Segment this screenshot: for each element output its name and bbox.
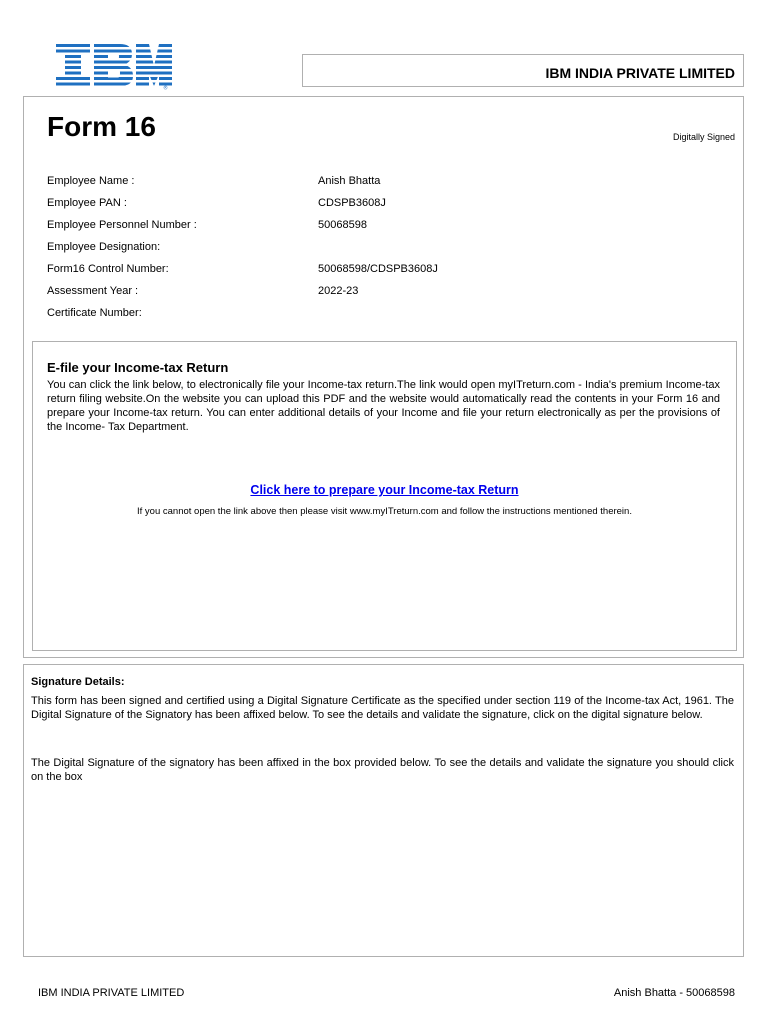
detail-row-assessment-year xyxy=(47,285,707,307)
detail-label: Employee PAN : xyxy=(47,197,127,209)
detail-label: Assessment Year : xyxy=(47,285,139,297)
detail-label: Employee Name : xyxy=(47,175,135,187)
detail-row-employee-pan xyxy=(47,197,707,219)
company-header-box xyxy=(302,54,744,87)
detail-row-certificate-number xyxy=(47,307,707,329)
detail-label: Employee Personnel Number : xyxy=(47,219,197,231)
ibm-logo xyxy=(56,44,172,90)
detail-value: 50068598 xyxy=(318,219,367,231)
detail-label: Certificate Number: xyxy=(47,307,142,319)
efile-description: You can click the link below, to electronically file your Income-tax return.The link would open myITreturn.com - India's premium Income-tax return filing website.On the website you can upload this PDF and the website would automatically read the contents in your Form 16 and prepare your Income-tax return. You can enter additional details of your Income and file your return electronically as per the provisions of the Income- Tax Department. xyxy=(47,379,720,433)
detail-label: Employee Designation: xyxy=(47,241,161,253)
signature-section[interactable] xyxy=(23,664,744,957)
detail-row-control-number xyxy=(47,263,707,285)
employee-details xyxy=(47,175,707,329)
efile-section xyxy=(32,341,737,651)
company-name: IBM INDIA PRIVATE LIMITED xyxy=(545,65,735,81)
detail-value: Anish Bhatta xyxy=(318,175,381,187)
form16-main-section xyxy=(23,96,744,658)
svg-text:®: ® xyxy=(163,85,168,90)
prepare-return-link[interactable]: Click here to prepare your Income-tax Return xyxy=(250,483,519,497)
footer-employee: Anish Bhatta - 50068598 xyxy=(613,987,735,999)
signature-paragraph-2: The Digital Signature of the signatory has been affixed in the box provided below. To see the details and validate the signature you should click on the box xyxy=(31,757,734,783)
detail-row-employee-name xyxy=(47,175,707,197)
efile-note: If you cannot open the link above then please visit www.myITreturn.com and follow the instructions mentioned therein. xyxy=(137,506,632,517)
detail-value: 50068598/CDSPB3608J xyxy=(318,263,438,275)
detail-row-designation xyxy=(47,241,707,263)
detail-label: Form16 Control Number: xyxy=(47,263,169,275)
signature-title: Signature Details: xyxy=(31,676,125,688)
digitally-signed-label: Digitally Signed xyxy=(672,132,735,142)
detail-row-personnel-number xyxy=(47,219,707,241)
detail-value: 2022-23 xyxy=(318,285,359,297)
form-title: Form 16 xyxy=(47,111,156,142)
footer-company: IBM INDIA PRIVATE LIMITED xyxy=(38,987,185,999)
efile-title: E-file your Income-tax Return xyxy=(47,360,229,375)
signature-paragraph-1: This form has been signed and certified using a Digital Signature Certificate as the specified under section 119 of the Income-tax Act, 1961. The Digital Signature of the Signatory has been affixed below. To see the details and validate the signature, click on the digital signature below. xyxy=(31,695,734,721)
detail-value: CDSPB3608J xyxy=(318,197,386,209)
